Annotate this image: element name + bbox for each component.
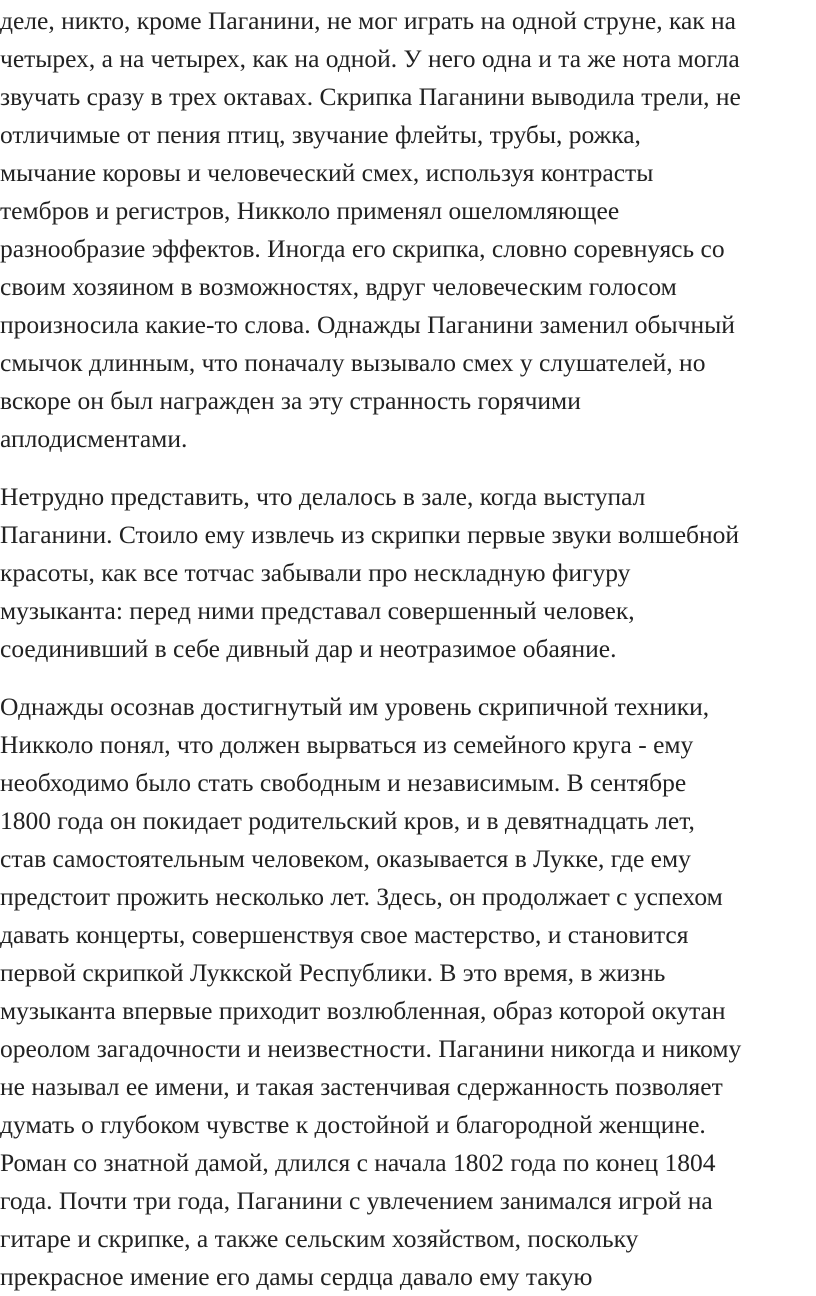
paragraph-line: красоты, как все тотчас забывали про нескладную фигуру [0,558,631,587]
paragraph-line: Нетрудно представить, что делалось в зале, когда выступал [0,482,646,511]
paragraph-line: музыканта впервые приходит возлюбленная, образ которой окутан [0,996,726,1025]
paragraph-line: музыканта: перед ними представал совершенный человек, [0,596,635,625]
paragraph-line: давать концерты, совершенствуя свое мастерство, и становится [0,920,689,949]
paragraph-line: аплодисментами. [0,424,188,453]
paragraph-line: Паганини. Стоило ему извлечь из скрипки первые звуки волшебной [0,520,740,549]
paragraph-line: деле, никто, кроме Паганини, не мог играть на одной струне, как на [0,6,736,35]
paragraph-line: смычок длинным, что поначалу вызывало смех у слушателей, но [0,348,706,377]
paragraph-line: отличимые от пения птиц, звучание флейты, трубы, рожка, [0,120,641,149]
paragraph-line: соединивший в себе дивный дар и неотразимое обаяние. [0,634,617,663]
paragraph-line: не называл ее имени, и такая застенчивая сдержанность позволяет [0,1072,723,1101]
paragraph-line: Однажды осознав достигнутый им уровень скрипичной техники, [0,692,710,721]
paragraph-line: Роман со знатной дамой, длился с начала 1802 года по конец 1804 [0,1148,716,1177]
paragraph-line: мычание коровы и человеческий смех, используя контрасты [0,158,654,187]
paragraph-line: прекрасное имение его дамы сердца давало ему такую [0,1262,593,1291]
paragraph-line: произносила какие-то слова. Однажды Паганини заменил обычный [0,310,735,339]
paragraph-line: разнообразие эффектов. Иногда его скрипка, словно соревнуясь со [0,234,725,263]
paragraph-line: ореолом загадочности и неизвестности. Паганини никогда и никому [0,1034,742,1063]
paragraph-line: года. Почти три года, Паганини с увлечением занимался игрой на [0,1186,713,1215]
paragraph-line: думать о глубоком чувстве к достойной и благородной женщине. [0,1110,706,1139]
paragraph-line: вскоре он был награжден за эту странность горячими [0,386,581,415]
paragraph-line: четырех, а на четырех, как на одной. У него одна и та же нота могла [0,44,740,73]
paragraph-line: став самостоятельным человеком, оказывается в Лукке, где ему [0,844,691,873]
paragraph-line: звучать сразу в трех октавах. Скрипка Паганини выводила трели, не [0,82,741,111]
paragraph-line: тембров и регистров, Никколо применял ошеломляющее [0,196,620,225]
paragraph-line: 1800 года он покидает родительский кров, и в девятнадцать лет, [0,806,695,835]
paragraph-line: первой скрипкой Луккской Республики. В это время, в жизнь [0,958,666,987]
paragraph-line: предстоит прожить несколько лет. Здесь, он продолжает с успехом [0,882,723,911]
paragraph-line: Никколо понял, что должен вырваться из семейного круга - ему [0,730,694,759]
paragraph-line: своим хозяином в возможностях, вдруг человеческим голосом [0,272,677,301]
paragraph-line: гитаре и скрипке, а также сельским хозяйством, поскольку [0,1224,639,1253]
paragraph-line: необходимо было стать свободным и независимым. В сентябре [0,768,687,797]
